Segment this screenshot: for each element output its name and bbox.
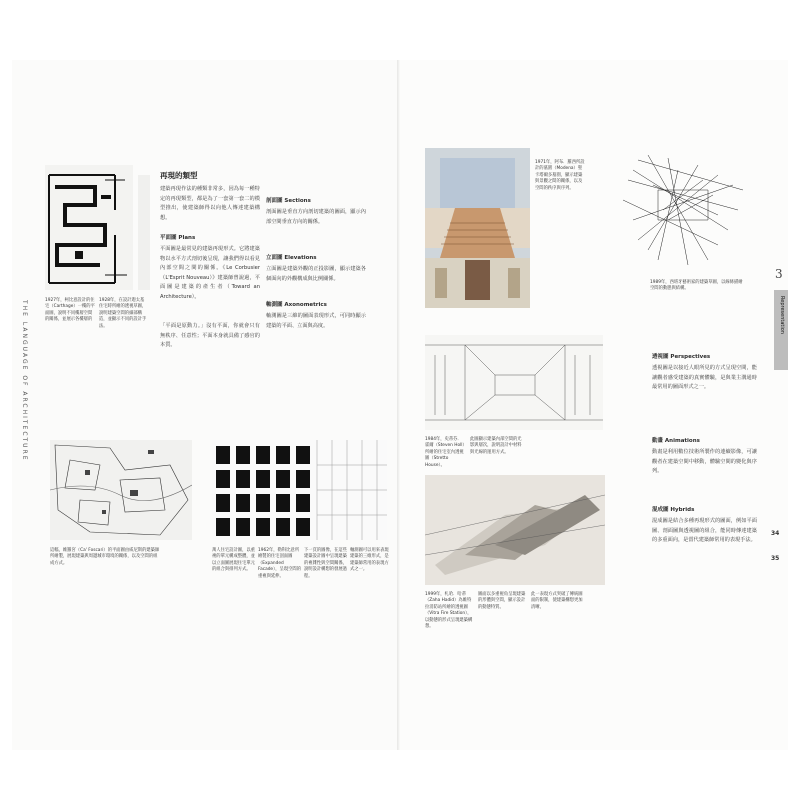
intro-paragraph: 建築再現作法的種類非常多，因為每一種特定的再現類型，都是為了一套第一套二的模型推出，使建築師得以向他人傳達建築構想。 (160, 186, 260, 221)
line-sketch-drawing (618, 150, 748, 270)
spine-title (18, 300, 38, 630)
section-heading-2: 剖面圖 Sections (266, 198, 311, 204)
elevation-sketch (138, 175, 150, 290)
hybrid-heading: 混成圖 Hybrids (652, 507, 695, 513)
section-paragraph: 剖面圖是垂直方向剖切建築的圖面，顯示內部空間垂直方向的關係。 (266, 209, 366, 225)
axo-heading: 軸測圖 Axonometrics (266, 302, 327, 308)
elevation-heading: 立面圖 Elevations (266, 255, 317, 261)
interior-perspective-drawing (425, 335, 603, 430)
caption-grid-c: 下一頁的圖像，在這些建築設計圖中呈現建築的複雜性與空間關係，說明設計構想的發展過程。 (304, 548, 347, 579)
spine-title-text: THE LANGUAGE OF ARCHITECTURE (21, 300, 28, 462)
caption-interior-b: 此圖顯示建築內部空間的光影與層次，說明設計中材料與光線的運用方式。 (470, 437, 522, 455)
folio-right: 35 (771, 555, 780, 562)
site-plan-drawing (50, 440, 192, 540)
caption-grid-d: 軸測圖可以用來表現建築的三維形式，是建築師常用的表現方式之一。 (350, 548, 389, 573)
caption-cemetery: 1971年，阿布．羅西所設計的墓園（Modena）聖卡塔爾多墓園，顯示建築與景觀之間的關係，以及空間的秩序與序列。 (535, 160, 585, 191)
hybrid-paragraph: 混成圖是結合多種再現形式的圖面，例如平面圖、剖面圖與透視圖的組合，能同時傳達建築的多重面向，是當代建築師常用的表現手法。 (652, 518, 757, 544)
dynamic-render-image (425, 475, 605, 585)
caption-interior: 1984年，史蒂芬．霍爾（Steven Holl）所繪的住宅室內透視圖（Stretto House）。 (425, 437, 465, 468)
cemetery-photo (425, 148, 530, 308)
chapter-tab-label: Representation (779, 296, 785, 334)
caption-site-plan: 這幅，維羅宮（Ca' Foscari）的平面圖由威尼斯的建築師所繪製，展現建築與周邊城市環境的關係，以及空間的組成方式。 (50, 548, 160, 566)
caption-floorplan: 1927年，柯比意設計的住宅（Carthage）一樓的平面圖，說明不同樓層空間的關係，並展示各樓層的 (45, 298, 95, 323)
section-heading: 再現的類型 (160, 171, 198, 180)
chapter-tab (774, 290, 788, 370)
animation-heading: 動畫 Animations (652, 438, 700, 444)
plan-quote: 「平面是原動力。」沒有平面，你就會只有無秩序、任意性；平面本身就具備了感官的本質。 (160, 323, 260, 349)
axo-paragraph: 軸測圖是三維的圖面表現形式，可同時顯示建築的平面、立面與高度。 (266, 313, 366, 329)
caption-render: 1999年，札哈．哈蒂（Zaha Hadid）為維特拉消防站所繪的透視圖（Vitra Fire Station），以動態的形式呈現建築構想。 (425, 592, 473, 630)
elevation-paragraph: 立面圖是建築外觀的正投影圖，顯示建築各個面向的外觀構成與比例關係。 (266, 266, 366, 282)
plan-paragraph: 平面圖是最常見的建築再現形式。它將建築物以水平方式剖切後呈現，讓我們得以看見內部空間之間的關係。《Le Corbusier（L'Esprit Nouveau）》建築師曾說過，平面圖是建築的產生者（Toward an Architecture）。 (160, 246, 260, 300)
perspective-paragraph: 透視圖是以接近人眼所見的方式呈現空間，能讓觀者感受建築的真實體驗，是與業主溝通時最常用的圖面形式之一。 (652, 365, 757, 391)
caption-sketch: 1989年，西班牙藝術家的建築草圖，以線條描繪空間的動態與結構。 (650, 280, 743, 292)
caption-grid-b: 1962年，勒科比意所繪製的住宅剖面圖（Expanded Facade），呈現空間的重複與延伸。 (258, 548, 302, 579)
animation-paragraph: 動畫是利用數位技術所製作的連續影像，可讓觀者在建築空間中移動，體驗空間的變化與序列。 (652, 449, 757, 475)
caption-render-c: 此一表現方式突破了傳統圖面的限制，使建築構想更加清晰。 (531, 592, 583, 610)
chapter-number: 3 (775, 267, 783, 281)
left-page (12, 60, 398, 750)
caption-grid-a: 萬人住宅設計圖，以重複的單元構成整體，並以立面圖展現住宅單元的組合與排列方式。 (212, 548, 255, 573)
perspective-heading: 透視圖 Perspectives (652, 354, 711, 360)
housing-section-drawing (212, 440, 387, 540)
plan-heading: 平面圖 Plans (160, 235, 196, 241)
floorplan-drawing (45, 165, 133, 290)
caption-render-b: 圖面以多重視角呈現建築的形體與空間，顯示設計的動態特質。 (478, 592, 526, 610)
folio-left: 34 (771, 530, 780, 537)
caption-elevation: 1928年，在設計迦太基住宅時所繪的透視草圖，說明建築空間的細部構造，並顯示不同的設計手法。 (99, 298, 147, 329)
